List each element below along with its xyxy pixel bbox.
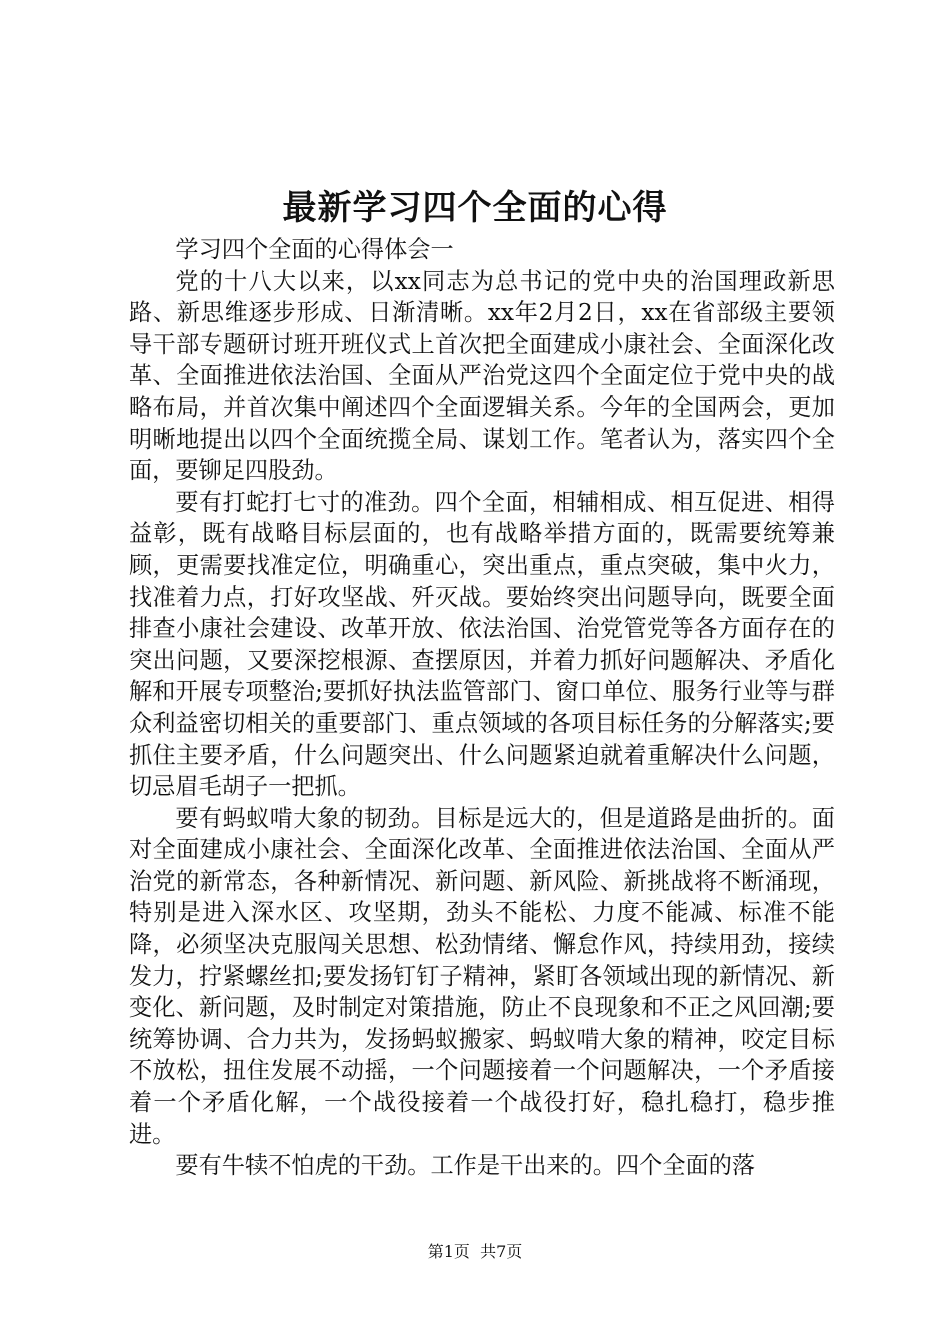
page-footer [0, 1242, 950, 1262]
document-body [129, 234, 835, 1182]
document-title: 最新学习四个全面的心得 [282, 188, 668, 228]
page-number: 第1页 [427, 1242, 470, 1261]
body-paragraph: 要有蚂蚁啃大象的韧劲。目标是远大的，但是道路是曲折的。面对全面建成小康社会、全面深化改革、全面推进依法治国、全面从严治党的新常态，各种新情况、新问题、新风险、新挑战将不断涌现，特别是进入深水区、攻坚期，劲头不能松、力度不能减、标准不能降，必须坚决克服闯关思想、松劲情绪、懈怠作风，持续用劲，接续发力，拧紧螺丝扣;要发扬钉钉子精神，紧盯各领域出现的新情况、新变化、新问题，及时制定对策措施，防止不良现象和不正之风回潮;要统筹协调、合力共为，发扬蚂蚁搬家、蚂蚁啃大象的精神，咬定目标不放松，扭住发展不动摇，一个问题接着一个问题解决，一个矛盾接着一个矛盾化解，一个战役接着一个战役打好，稳扎稳打，稳步推进。 [129, 804, 835, 1148]
section-heading: 学习四个全面的心得体会一 [175, 236, 454, 263]
page-total: 共7页 [480, 1242, 523, 1261]
body-paragraph: 党的十八大以来，以xx同志为总书记的党中央的治国理政新思路、新思维逐步形成、日渐清晰。xx年2月2日，xx在省部级主要领导干部专题研讨班开班仪式上首次把全面建成小康社会、全面深化改革、全面推进依法治国、全面从严治党这四个全面定位于党中央的战略布局，并首次集中阐述四个全面逻辑关系。今年的全国两会，更加明晰地提出以四个全面统揽全局、谋划工作。笔者认为，落实四个全面，要铆足四股劲。 [129, 267, 835, 485]
body-paragraph: 要有牛犊不怕虎的干劲。工作是干出来的。四个全面的落 [175, 1152, 756, 1180]
body-paragraph: 要有打蛇打七寸的准劲。四个全面，相辅相成、相互促进、相得益彰，既有战略目标层面的，也有战略举措方面的，既需要统筹兼顾，更需要找准定位，明确重心，突出重点，重点突破，集中火力，找准着力点，打好攻坚战、歼灭战。要始终突出问题导向，既要全面排查小康社会建设、改革开放、依法治国、治党管党等各方面存在的突出问题，又要深挖根源、查摆原因，并着力抓好问题解决、矛盾化解和开展专项整治;要抓好执法监管部门、窗口单位、服务行业等与群众利益密切相关的重要部门、重点领域的各项目标任务的分解落实;要抓住主要矛盾，什么问题突出、什么问题紧迫就着重解决什么问题，切忌眉毛胡子一把抓。 [129, 488, 835, 801]
